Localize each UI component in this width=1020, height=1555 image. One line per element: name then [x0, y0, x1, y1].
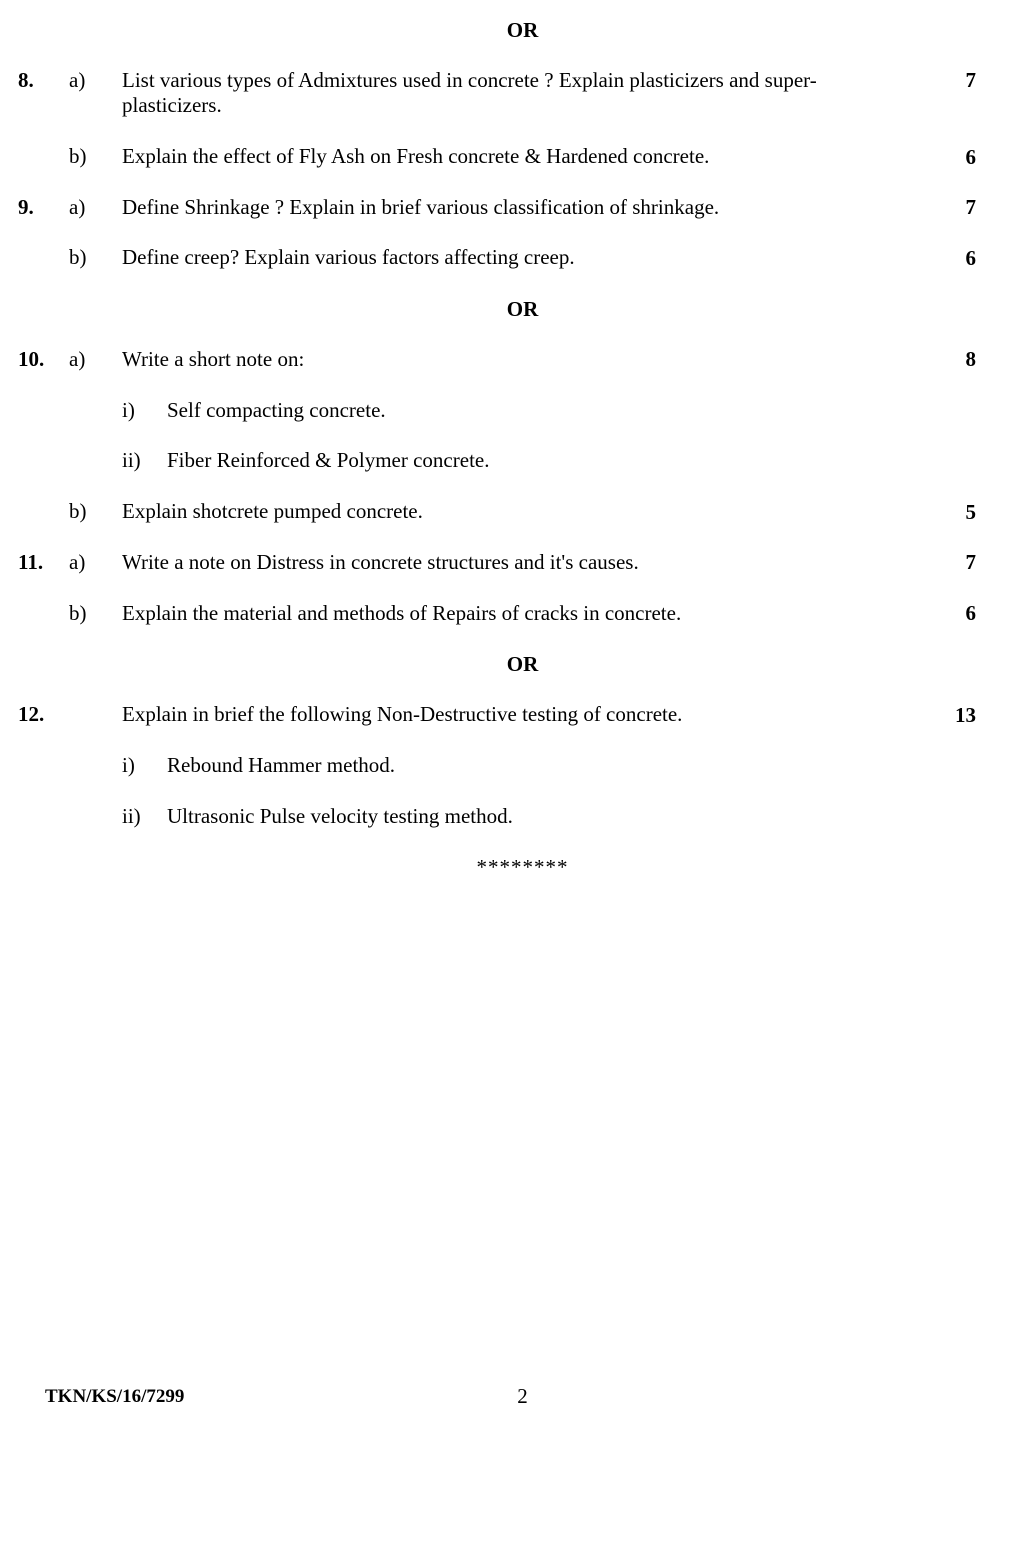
q9-part-b-text: Define creep? Explain various factors affecting creep.	[122, 245, 575, 269]
page-number: 2	[517, 1384, 528, 1408]
q8-part-a-label: a)	[69, 68, 86, 92]
q12-item-2-number: ii)	[122, 804, 141, 828]
q9-part-b-label: b)	[69, 245, 87, 269]
q10-part-a-label: a)	[69, 347, 86, 371]
question-number-9: 9.	[18, 195, 34, 219]
or-separator-3: OR	[506, 652, 539, 676]
q10-a-item-2-text: Fiber Reinforced & Polymer concrete.	[167, 448, 490, 472]
or-separator-top: OR	[506, 18, 539, 42]
q12-item-1-text: Rebound Hammer method.	[167, 753, 396, 777]
q8-part-a-marks: 7	[965, 68, 976, 92]
q8-part-b-label: b)	[69, 144, 87, 168]
question-number-8: 8.	[18, 68, 34, 92]
q10-a-item-1-text: Self compacting concrete.	[167, 398, 386, 422]
q9-part-b-marks: 6	[965, 246, 976, 270]
q10-part-b-marks: 5	[965, 500, 976, 524]
q8-part-b-marks: 6	[965, 145, 976, 169]
q12-marks: 13	[955, 703, 976, 727]
q10-part-b-text: Explain shotcrete pumped concrete.	[122, 499, 423, 523]
q10-part-a-text: Write a short note on:	[122, 347, 305, 371]
q10-part-b-label: b)	[69, 499, 87, 523]
q10-part-a-marks: 8	[965, 347, 976, 371]
q11-part-a-label: a)	[69, 550, 86, 574]
q11-part-a-text: Write a note on Distress in concrete structures and it's causes.	[122, 550, 639, 574]
q12-item-2-text: Ultrasonic Pulse velocity testing method.	[167, 804, 513, 828]
question-number-11: 11.	[18, 550, 44, 574]
q11-part-a-marks: 7	[965, 550, 976, 574]
q12-text: Explain in brief the following Non-Destructive testing of concrete.	[122, 702, 683, 726]
q8-part-b-text: Explain the effect of Fly Ash on Fresh concrete & Hardened concrete.	[122, 144, 710, 168]
q9-part-a-marks: 7	[965, 195, 976, 219]
q8-part-a-text-line1: List various types of Admixtures used in concrete ? Explain plasticizers and super-	[122, 68, 817, 92]
q11-part-b-label: b)	[69, 601, 87, 625]
q9-part-a-label: a)	[69, 195, 86, 219]
question-number-10: 10.	[18, 347, 45, 371]
q8-part-a-text-line2: plasticizers.	[122, 93, 222, 117]
question-number-12: 12.	[18, 702, 45, 726]
end-of-paper-marker: ********	[476, 855, 569, 879]
paper-code: TKN/KS/16/7299	[45, 1386, 185, 1407]
q11-part-b-text: Explain the material and methods of Repairs of cracks in concrete.	[122, 601, 682, 625]
q10-a-item-1-number: i)	[122, 398, 135, 422]
q9-part-a-text: Define Shrinkage ? Explain in brief various classification of shrinkage.	[122, 195, 720, 219]
q11-part-b-marks: 6	[965, 601, 976, 625]
q12-item-1-number: i)	[122, 753, 135, 777]
q10-a-item-2-number: ii)	[122, 448, 141, 472]
or-separator-2: OR	[506, 297, 539, 321]
